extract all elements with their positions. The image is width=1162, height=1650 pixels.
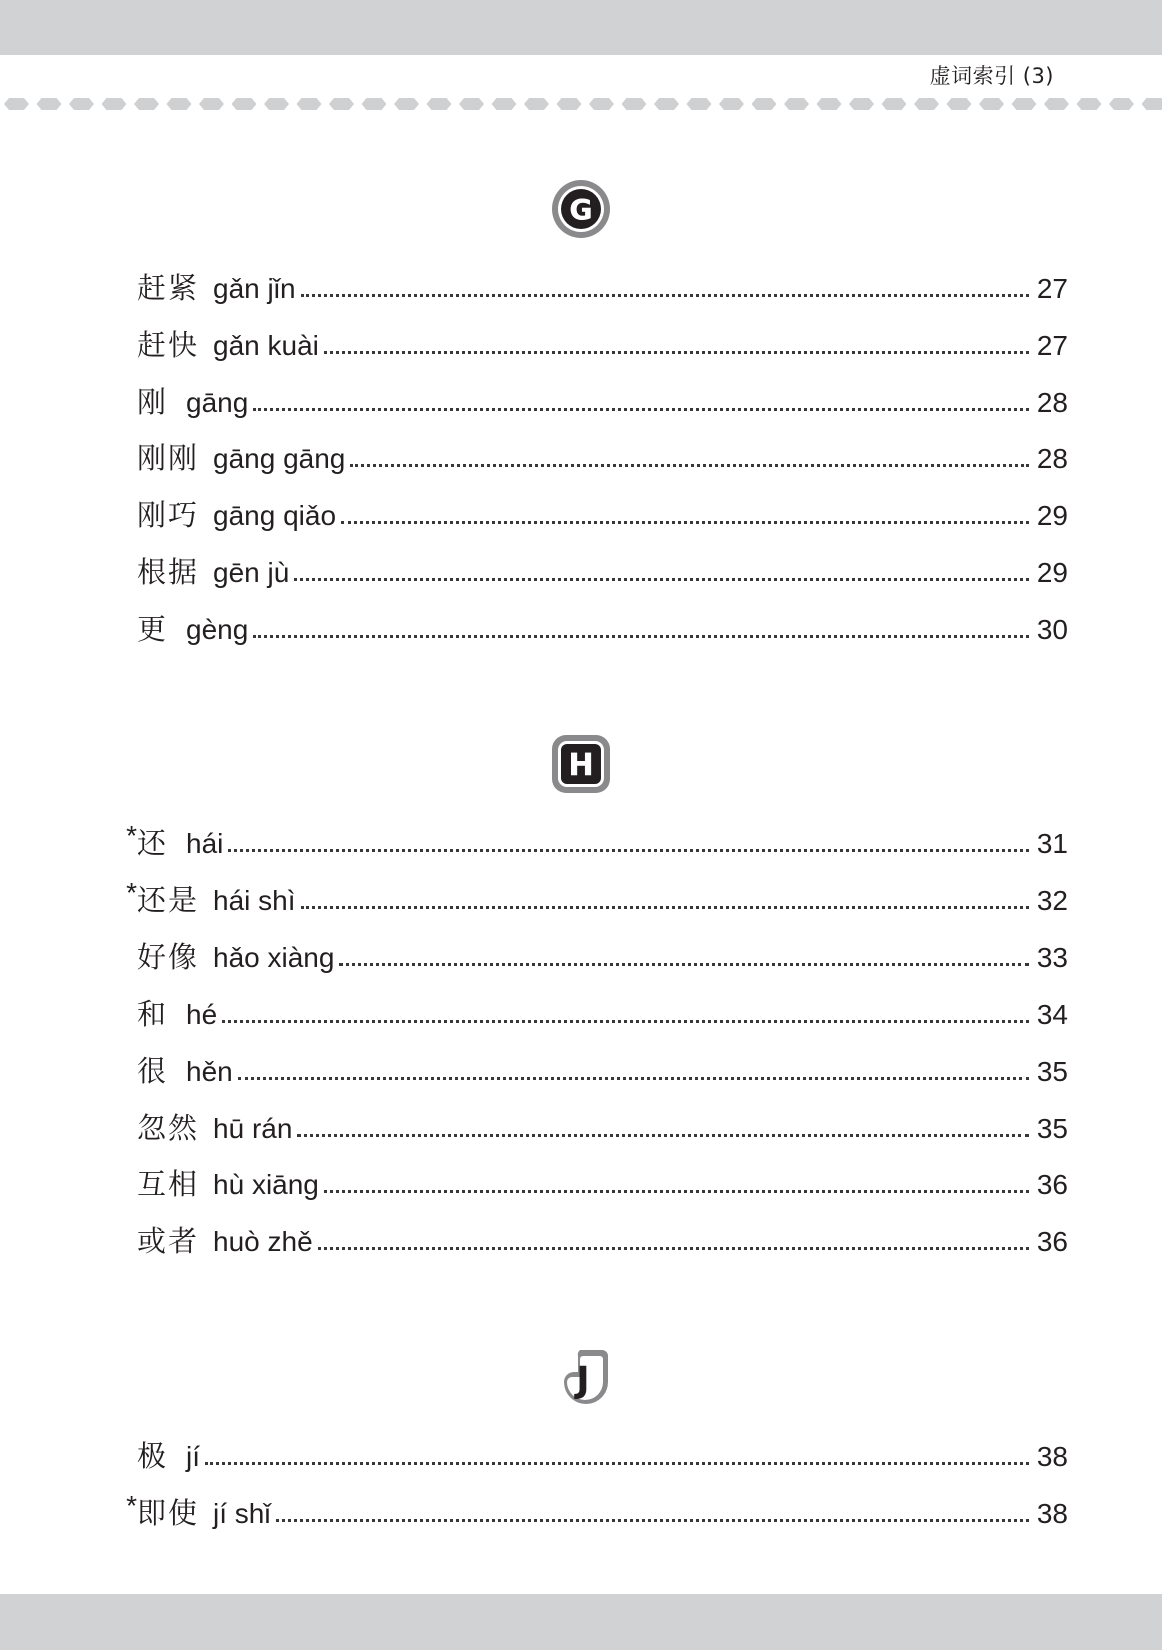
entry-pinyin: jí shǐ xyxy=(213,1498,271,1529)
entry-pinyin: hū rán xyxy=(213,1113,293,1144)
entry-page-number: 36 xyxy=(1036,1169,1068,1200)
running-title: 虚词索引 (3) xyxy=(929,64,1054,88)
index-entry[interactable] xyxy=(120,609,1068,649)
entry-page-number: 28 xyxy=(1036,443,1068,474)
entry-page-number: 38 xyxy=(1036,1498,1068,1529)
entry-pinyin: hěn xyxy=(186,1056,233,1087)
dot-leader xyxy=(253,408,1029,411)
index-entry[interactable] xyxy=(120,552,1068,592)
bottom-margin-band xyxy=(0,1594,1162,1650)
dot-leader xyxy=(294,578,1029,581)
entry-pinyin: hǎo xiàng xyxy=(213,942,335,973)
priority-star: * xyxy=(126,1490,137,1521)
index-entry[interactable] xyxy=(120,1436,1068,1476)
dot-leader xyxy=(301,906,1029,909)
index-entry[interactable] xyxy=(120,994,1068,1034)
entry-pinyin: gēn jù xyxy=(213,557,290,588)
entry-page-number: 32 xyxy=(1036,885,1068,916)
entry-page-number: 28 xyxy=(1036,387,1068,418)
entry-hanzi: 刚刚 xyxy=(137,441,200,475)
index-entry[interactable] xyxy=(120,438,1068,478)
index-entry[interactable] xyxy=(120,268,1068,308)
dot-leader xyxy=(228,849,1029,852)
entry-hanzi: 还 xyxy=(137,826,169,860)
entry-page-number: 33 xyxy=(1036,942,1068,973)
entry-hanzi: 刚巧 xyxy=(137,498,200,532)
dot-leader xyxy=(276,1519,1029,1522)
index-entry[interactable] xyxy=(120,1051,1068,1091)
entry-page-number: 29 xyxy=(1036,557,1068,588)
entry-hanzi: 忽然 xyxy=(137,1111,200,1145)
entry-pinyin: hái shì xyxy=(213,885,296,916)
section-letter-j-badge xyxy=(550,1346,612,1408)
dot-leader xyxy=(324,1190,1029,1193)
svg-text:H: H xyxy=(568,748,594,783)
entry-hanzi: 更 xyxy=(137,612,169,646)
dot-leader xyxy=(339,963,1029,966)
entry-hanzi: 很 xyxy=(137,1054,169,1088)
entry-page-number: 27 xyxy=(1036,330,1068,361)
entry-hanzi: 即使 xyxy=(137,1496,200,1530)
entry-pinyin: gāng xyxy=(186,387,249,418)
entry-pinyin: hé xyxy=(186,999,218,1030)
entry-hanzi: 好像 xyxy=(137,940,200,974)
dot-leader xyxy=(238,1077,1029,1080)
index-entry[interactable] xyxy=(120,495,1068,535)
index-entry[interactable] xyxy=(120,877,1068,920)
priority-star: * xyxy=(126,820,137,851)
section-letter-g-badge xyxy=(550,178,612,240)
entry-pinyin: gāng gāng xyxy=(213,443,346,474)
entry-page-number: 29 xyxy=(1036,500,1068,531)
index-entry[interactable] xyxy=(120,937,1068,977)
dot-leader xyxy=(324,351,1029,354)
index-entry[interactable] xyxy=(120,1108,1068,1148)
entry-page-number: 27 xyxy=(1036,273,1068,304)
entry-page-number: 38 xyxy=(1036,1441,1068,1472)
entry-page-number: 31 xyxy=(1036,828,1068,859)
svg-text:G: G xyxy=(569,193,593,226)
index-entry[interactable] xyxy=(120,1164,1068,1204)
entry-pinyin: gèng xyxy=(186,614,249,645)
entry-pinyin: gǎn kuài xyxy=(213,330,319,361)
dot-leader xyxy=(318,1247,1029,1250)
index-entry[interactable] xyxy=(120,382,1068,422)
entry-pinyin: hù xiāng xyxy=(213,1169,319,1200)
entry-hanzi: 互相 xyxy=(137,1167,200,1201)
entry-hanzi: 根据 xyxy=(137,555,200,589)
entry-hanzi: 极 xyxy=(137,1439,169,1473)
entry-hanzi: 还是 xyxy=(137,883,200,917)
index-entry[interactable] xyxy=(120,325,1068,365)
entry-pinyin: gǎn jǐn xyxy=(213,273,296,304)
entry-page-number: 36 xyxy=(1036,1226,1068,1257)
top-margin-band xyxy=(0,0,1162,55)
entry-hanzi: 赶紧 xyxy=(137,271,200,305)
svg-text:J: J xyxy=(576,1360,590,1401)
entry-page-number: 30 xyxy=(1036,614,1068,645)
index-entry[interactable] xyxy=(120,1490,1068,1533)
entry-page-number: 35 xyxy=(1036,1113,1068,1144)
entry-hanzi: 刚 xyxy=(137,385,169,419)
dot-leader xyxy=(350,464,1029,467)
dot-leader xyxy=(205,1462,1029,1465)
entry-hanzi: 或者 xyxy=(137,1224,200,1258)
entry-hanzi: 和 xyxy=(137,997,169,1031)
priority-star: * xyxy=(126,877,137,908)
index-entry[interactable] xyxy=(120,820,1068,863)
entry-pinyin: huò zhě xyxy=(213,1226,313,1257)
dot-leader xyxy=(253,635,1029,638)
entry-page-number: 34 xyxy=(1036,999,1068,1030)
entry-pinyin: gāng qiǎo xyxy=(213,500,337,531)
section-letter-h-badge xyxy=(550,733,612,795)
dot-leader xyxy=(301,294,1029,297)
entry-page-number: 35 xyxy=(1036,1056,1068,1087)
entry-hanzi: 赶快 xyxy=(137,328,200,362)
dot-leader xyxy=(222,1020,1029,1023)
dot-leader xyxy=(341,521,1029,524)
entry-pinyin: hái xyxy=(186,828,224,859)
entry-pinyin: jí xyxy=(186,1441,201,1472)
index-entry[interactable] xyxy=(120,1221,1068,1261)
decorative-border xyxy=(0,97,1162,111)
dot-leader xyxy=(297,1134,1029,1137)
